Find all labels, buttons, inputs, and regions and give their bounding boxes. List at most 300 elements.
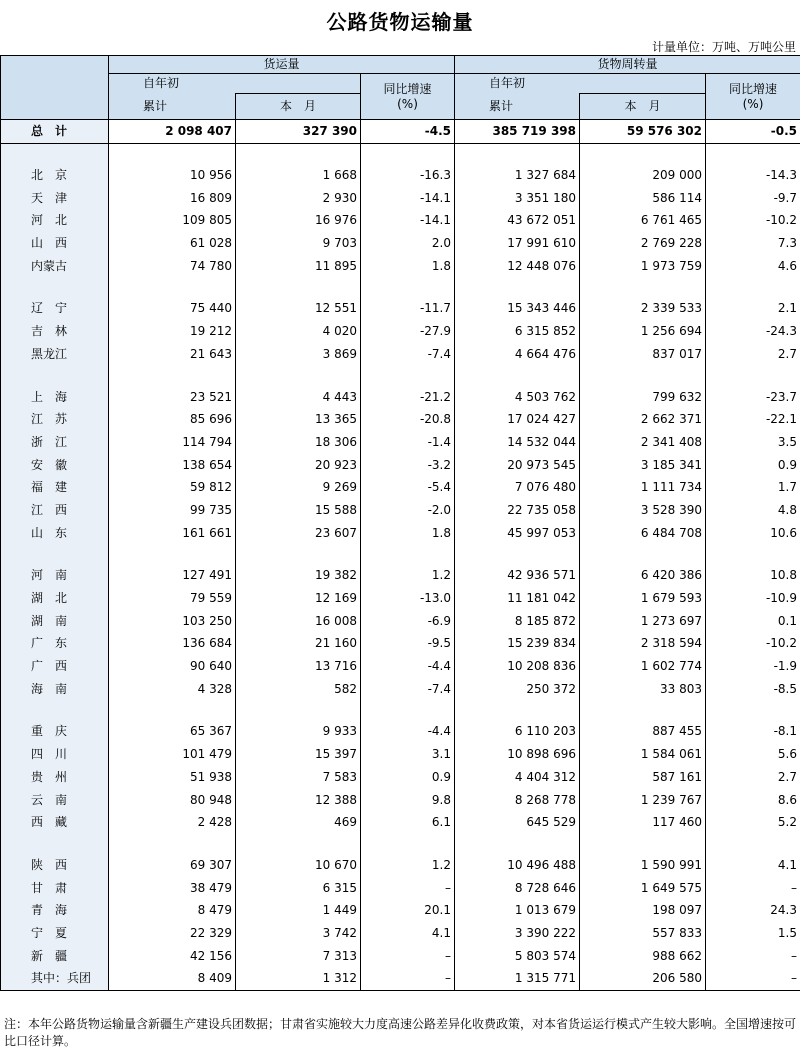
footnote: 注：本年公路货物运输量含新疆生产建设兵团数据；甘肃省实施较大力度高速公路差异化收费政策，对本省货运运行模式产生较大影响。全国增速按可比口径计算。 [4, 1017, 797, 1048]
cell-freight-yoy: 6.1 [361, 811, 455, 834]
region-name: 河 北 [1, 209, 109, 232]
header-turnover-yoy [706, 74, 800, 120]
cell-turnover-month: 1 973 759 [580, 254, 706, 277]
cell-freight-month: 3 742 [236, 922, 361, 945]
cell-turnover-yoy: 7.3 [706, 232, 800, 255]
cell-freight-month: 327 390 [236, 120, 361, 144]
spacer-cell [706, 143, 800, 164]
spacer-row [1, 365, 800, 385]
cell-freight-yoy: -11.7 [361, 297, 455, 320]
cell-turnover-cumulative: 10 208 836 [455, 655, 580, 678]
region-name: 安 徽 [1, 453, 109, 476]
cell-turnover-month: 6 761 465 [580, 209, 706, 232]
cell-freight-yoy: -14.1 [361, 209, 455, 232]
cell-freight-month: 582 [236, 677, 361, 700]
cell-freight-yoy: -20.8 [361, 408, 455, 431]
spacer-cell [706, 700, 800, 720]
table-row [1, 254, 800, 277]
cell-freight-month: 11 895 [236, 254, 361, 277]
cell-turnover-yoy: 1.7 [706, 476, 800, 499]
cell-freight-month: 9 703 [236, 232, 361, 255]
cell-freight-cumulative: 99 735 [109, 499, 236, 522]
cell-turnover-yoy: 10.8 [706, 564, 800, 587]
cell-turnover-month: 557 833 [580, 922, 706, 945]
cell-freight-yoy: -14.1 [361, 186, 455, 209]
cell-freight-month: 6 315 [236, 876, 361, 899]
cell-turnover-month: 2 339 533 [580, 297, 706, 320]
cell-turnover-yoy: 10.6 [706, 521, 800, 544]
cell-freight-yoy: -1.4 [361, 431, 455, 454]
region-name: 广 东 [1, 632, 109, 655]
cell-freight-month: 13 365 [236, 408, 361, 431]
cell-freight-yoy: 0.9 [361, 766, 455, 789]
table-row [1, 854, 800, 877]
cell-turnover-yoy: – [706, 876, 800, 899]
cell-freight-cumulative: 127 491 [109, 564, 236, 587]
cell-turnover-month: 2 769 228 [580, 232, 706, 255]
spacer-cell [109, 365, 236, 385]
cell-turnover-cumulative: 45 997 053 [455, 521, 580, 544]
region-name: 云 南 [1, 788, 109, 811]
spacer-cell [706, 834, 800, 854]
spacer-cell [1, 544, 109, 564]
spacer-cell [455, 277, 580, 297]
region-name: 天 津 [1, 186, 109, 209]
cell-turnover-month: 799 632 [580, 385, 706, 408]
cell-freight-cumulative: 74 780 [109, 254, 236, 277]
region-name: 江 西 [1, 499, 109, 522]
cell-turnover-cumulative: 8 728 646 [455, 876, 580, 899]
cell-freight-yoy: – [361, 876, 455, 899]
table-row [1, 632, 800, 655]
cell-freight-cumulative: 19 212 [109, 320, 236, 343]
region-name: 新 疆 [1, 944, 109, 967]
spacer-row [1, 277, 800, 297]
region-name: 辽 宁 [1, 297, 109, 320]
cell-turnover-yoy: 2.7 [706, 766, 800, 789]
spacer-row [1, 143, 800, 164]
cell-freight-cumulative: 79 559 [109, 587, 236, 610]
spacer-cell [236, 834, 361, 854]
header-freight: 货运量 [109, 56, 455, 74]
spacer-cell [236, 365, 361, 385]
cell-freight-cumulative: 8 409 [109, 967, 236, 990]
cell-turnover-yoy: 4.1 [706, 854, 800, 877]
header-freight-yoy [361, 74, 455, 120]
cell-turnover-month: 3 528 390 [580, 499, 706, 522]
region-name: 重 庆 [1, 720, 109, 743]
cell-turnover-month: 837 017 [580, 343, 706, 366]
cell-turnover-month: 206 580 [580, 967, 706, 990]
cell-freight-yoy: -16.3 [361, 164, 455, 187]
cell-freight-cumulative: 138 654 [109, 453, 236, 476]
table-row [1, 899, 800, 922]
cell-turnover-yoy: -8.5 [706, 677, 800, 700]
region-name: 西 藏 [1, 811, 109, 834]
table-row [1, 766, 800, 789]
cell-turnover-month: 1 239 767 [580, 788, 706, 811]
cell-turnover-cumulative: 22 735 058 [455, 499, 580, 522]
region-name: 湖 北 [1, 587, 109, 610]
unit-label: 计量单位：万吨、万吨公里 [651, 40, 796, 54]
region-name: 河 南 [1, 564, 109, 587]
table-row [1, 408, 800, 431]
region-name: 山 西 [1, 232, 109, 255]
cell-turnover-cumulative: 250 372 [455, 677, 580, 700]
cell-turnover-yoy: -10.9 [706, 587, 800, 610]
cell-turnover-month: 887 455 [580, 720, 706, 743]
cell-freight-month: 20 923 [236, 453, 361, 476]
table-row [1, 564, 800, 587]
cell-turnover-yoy: 2.7 [706, 343, 800, 366]
header-turnover: 货物周转量 [455, 56, 800, 74]
table-row [1, 209, 800, 232]
cell-freight-cumulative: 22 329 [109, 922, 236, 945]
cell-turnover-month: 2 318 594 [580, 632, 706, 655]
cell-freight-month: 18 306 [236, 431, 361, 454]
cell-turnover-month: 117 460 [580, 811, 706, 834]
header-freight-month: 本 月 [236, 94, 361, 120]
cell-freight-month: 23 607 [236, 521, 361, 544]
cell-turnover-cumulative: 4 503 762 [455, 385, 580, 408]
cell-turnover-cumulative: 3 351 180 [455, 186, 580, 209]
cell-freight-yoy: 20.1 [361, 899, 455, 922]
cell-turnover-month: 1 602 774 [580, 655, 706, 678]
cell-freight-cumulative: 2 428 [109, 811, 236, 834]
cell-turnover-yoy: -23.7 [706, 385, 800, 408]
cell-turnover-yoy: -10.2 [706, 632, 800, 655]
cell-turnover-cumulative: 4 404 312 [455, 766, 580, 789]
header-turnover-month: 本 月 [580, 94, 706, 120]
cell-freight-cumulative: 16 809 [109, 186, 236, 209]
cell-freight-cumulative: 8 479 [109, 899, 236, 922]
cell-turnover-cumulative: 15 343 446 [455, 297, 580, 320]
cell-freight-month: 10 670 [236, 854, 361, 877]
cell-freight-month: 9 269 [236, 476, 361, 499]
table-row [1, 922, 800, 945]
cell-turnover-cumulative: 7 076 480 [455, 476, 580, 499]
spacer-cell [580, 143, 706, 164]
cell-turnover-yoy: -10.2 [706, 209, 800, 232]
table-row [1, 232, 800, 255]
region-name: 陕 西 [1, 854, 109, 877]
table-row [1, 587, 800, 610]
cell-turnover-yoy: -0.5 [706, 120, 800, 144]
cell-freight-month: 4 443 [236, 385, 361, 408]
spacer-cell [361, 365, 455, 385]
region-name: 吉 林 [1, 320, 109, 343]
region-name: 海 南 [1, 677, 109, 700]
cell-freight-yoy: -5.4 [361, 476, 455, 499]
cell-freight-month: 15 588 [236, 499, 361, 522]
spacer-cell [109, 700, 236, 720]
cell-freight-cumulative: 85 696 [109, 408, 236, 431]
cell-freight-yoy: 1.8 [361, 254, 455, 277]
cell-freight-cumulative: 101 479 [109, 743, 236, 766]
cell-freight-cumulative: 136 684 [109, 632, 236, 655]
region-name: 总 计 [1, 120, 109, 144]
cell-freight-cumulative: 161 661 [109, 521, 236, 544]
spacer-cell [1, 700, 109, 720]
spacer-row [1, 700, 800, 720]
spacer-cell [580, 277, 706, 297]
cell-freight-month: 1 668 [236, 164, 361, 187]
table-row [1, 431, 800, 454]
cell-turnover-yoy: -8.1 [706, 720, 800, 743]
cell-freight-cumulative: 109 805 [109, 209, 236, 232]
table-header [1, 56, 800, 120]
freight-table [0, 55, 800, 991]
cell-freight-month: 1 449 [236, 899, 361, 922]
header-turnover-cumulative: 累计 [455, 94, 580, 120]
cell-freight-cumulative: 42 156 [109, 944, 236, 967]
region-name: 福 建 [1, 476, 109, 499]
cell-turnover-cumulative: 8 185 872 [455, 609, 580, 632]
spacer-cell [455, 834, 580, 854]
header-freight-ytd: 自年初 [109, 74, 361, 94]
spacer-cell [706, 365, 800, 385]
region-name: 广 西 [1, 655, 109, 678]
spacer-cell [455, 544, 580, 564]
table-row [1, 499, 800, 522]
cell-turnover-cumulative: 17 991 610 [455, 232, 580, 255]
table-row [1, 476, 800, 499]
cell-turnover-cumulative: 17 024 427 [455, 408, 580, 431]
cell-freight-cumulative: 65 367 [109, 720, 236, 743]
cell-freight-cumulative: 61 028 [109, 232, 236, 255]
cell-turnover-yoy: 5.6 [706, 743, 800, 766]
table-row [1, 521, 800, 544]
spacer-cell [455, 143, 580, 164]
spacer-cell [361, 834, 455, 854]
cell-turnover-cumulative: 6 110 203 [455, 720, 580, 743]
cell-freight-cumulative: 38 479 [109, 876, 236, 899]
cell-turnover-cumulative: 12 448 076 [455, 254, 580, 277]
cell-turnover-month: 1 649 575 [580, 876, 706, 899]
cell-freight-month: 15 397 [236, 743, 361, 766]
cell-freight-yoy: -6.9 [361, 609, 455, 632]
cell-freight-yoy: -4.4 [361, 720, 455, 743]
spacer-cell [455, 365, 580, 385]
cell-freight-cumulative: 4 328 [109, 677, 236, 700]
table-row [1, 343, 800, 366]
cell-turnover-yoy: -22.1 [706, 408, 800, 431]
region-name: 山 东 [1, 521, 109, 544]
table-row [1, 453, 800, 476]
table-row [1, 677, 800, 700]
cell-turnover-cumulative: 5 803 574 [455, 944, 580, 967]
spacer-row [1, 544, 800, 564]
cell-turnover-cumulative: 43 672 051 [455, 209, 580, 232]
cell-turnover-month: 6 420 386 [580, 564, 706, 587]
spacer-cell [109, 143, 236, 164]
cell-turnover-month: 209 000 [580, 164, 706, 187]
table-row [1, 164, 800, 187]
cell-turnover-month: 3 185 341 [580, 453, 706, 476]
spacer-cell [580, 834, 706, 854]
cell-turnover-yoy: 1.5 [706, 922, 800, 945]
region-name: 宁 夏 [1, 922, 109, 945]
cell-turnover-yoy: -14.3 [706, 164, 800, 187]
spacer-row [1, 834, 800, 854]
page-title: 公路货物运输量 [326, 10, 474, 34]
cell-turnover-yoy: 3.5 [706, 431, 800, 454]
cell-freight-yoy: -4.5 [361, 120, 455, 144]
cell-turnover-yoy: 0.1 [706, 609, 800, 632]
cell-turnover-cumulative: 1 327 684 [455, 164, 580, 187]
cell-freight-month: 2 930 [236, 186, 361, 209]
region-name: 上 海 [1, 385, 109, 408]
region-name: 甘 肃 [1, 876, 109, 899]
spacer-cell [706, 544, 800, 564]
region-name: 四 川 [1, 743, 109, 766]
cell-freight-month: 3 869 [236, 343, 361, 366]
table-row [1, 876, 800, 899]
cell-freight-yoy: 1.2 [361, 854, 455, 877]
header-turnover-ytd: 自年初 [455, 74, 706, 94]
table-row [1, 297, 800, 320]
cell-turnover-cumulative: 10 496 488 [455, 854, 580, 877]
cell-turnover-month: 1 679 593 [580, 587, 706, 610]
cell-freight-cumulative: 10 956 [109, 164, 236, 187]
cell-freight-month: 1 312 [236, 967, 361, 990]
header-corner [1, 56, 109, 120]
cell-turnover-cumulative: 15 239 834 [455, 632, 580, 655]
spacer-cell [109, 544, 236, 564]
cell-freight-cumulative: 59 812 [109, 476, 236, 499]
cell-turnover-month: 988 662 [580, 944, 706, 967]
cell-freight-yoy: 4.1 [361, 922, 455, 945]
spacer-cell [361, 544, 455, 564]
spacer-cell [361, 277, 455, 297]
cell-freight-cumulative: 51 938 [109, 766, 236, 789]
cell-turnover-yoy: -9.7 [706, 186, 800, 209]
cell-turnover-cumulative: 3 390 222 [455, 922, 580, 945]
cell-turnover-month: 1 584 061 [580, 743, 706, 766]
region-name: 其中：兵团 [1, 967, 109, 990]
spacer-cell [236, 277, 361, 297]
cell-freight-yoy: 2.0 [361, 232, 455, 255]
region-name: 贵 州 [1, 766, 109, 789]
cell-turnover-month: 587 161 [580, 766, 706, 789]
cell-freight-yoy: -2.0 [361, 499, 455, 522]
cell-freight-yoy: 1.8 [361, 521, 455, 544]
cell-freight-cumulative: 2 098 407 [109, 120, 236, 144]
cell-freight-month: 16 976 [236, 209, 361, 232]
header-turnover-yoy-unit: (%) [742, 96, 764, 111]
spacer-cell [580, 700, 706, 720]
cell-freight-month: 12 388 [236, 788, 361, 811]
cell-freight-yoy: -13.0 [361, 587, 455, 610]
cell-turnover-yoy: – [706, 967, 800, 990]
cell-freight-yoy: 1.2 [361, 564, 455, 587]
cell-turnover-cumulative: 10 898 696 [455, 743, 580, 766]
cell-freight-yoy: -21.2 [361, 385, 455, 408]
table-row [1, 186, 800, 209]
header-turnover-yoy-label: 同比增速 [728, 81, 777, 96]
cell-turnover-month: 59 576 302 [580, 120, 706, 144]
cell-turnover-month: 1 273 697 [580, 609, 706, 632]
cell-turnover-cumulative: 4 664 476 [455, 343, 580, 366]
cell-freight-month: 13 716 [236, 655, 361, 678]
cell-turnover-yoy: 8.6 [706, 788, 800, 811]
cell-freight-cumulative: 69 307 [109, 854, 236, 877]
cell-freight-month: 7 583 [236, 766, 361, 789]
cell-turnover-cumulative: 1 013 679 [455, 899, 580, 922]
cell-freight-yoy: – [361, 944, 455, 967]
region-name: 青 海 [1, 899, 109, 922]
cell-turnover-cumulative: 1 315 771 [455, 967, 580, 990]
table-row [1, 788, 800, 811]
cell-freight-cumulative: 23 521 [109, 385, 236, 408]
spacer-cell [236, 143, 361, 164]
cell-freight-yoy: 9.8 [361, 788, 455, 811]
region-name: 北 京 [1, 164, 109, 187]
cell-freight-yoy: -7.4 [361, 343, 455, 366]
cell-freight-month: 12 551 [236, 297, 361, 320]
spacer-cell [109, 277, 236, 297]
table-row [1, 811, 800, 834]
spacer-cell [1, 365, 109, 385]
spacer-cell [361, 700, 455, 720]
cell-turnover-yoy: -1.9 [706, 655, 800, 678]
table-row [1, 743, 800, 766]
cell-turnover-cumulative: 42 936 571 [455, 564, 580, 587]
cell-turnover-month: 198 097 [580, 899, 706, 922]
cell-turnover-cumulative: 11 181 042 [455, 587, 580, 610]
cell-freight-month: 12 169 [236, 587, 361, 610]
cell-turnover-yoy: 2.1 [706, 297, 800, 320]
cell-turnover-cumulative: 6 315 852 [455, 320, 580, 343]
cell-turnover-month: 1 590 991 [580, 854, 706, 877]
spacer-cell [580, 544, 706, 564]
cell-turnover-month: 33 803 [580, 677, 706, 700]
cell-freight-month: 19 382 [236, 564, 361, 587]
cell-freight-month: 4 020 [236, 320, 361, 343]
cell-turnover-yoy: – [706, 944, 800, 967]
cell-turnover-cumulative: 14 532 044 [455, 431, 580, 454]
header-freight-cumulative: 累计 [109, 94, 236, 120]
spacer-cell [236, 544, 361, 564]
cell-freight-month: 21 160 [236, 632, 361, 655]
cell-turnover-cumulative: 385 719 398 [455, 120, 580, 144]
cell-freight-cumulative: 90 640 [109, 655, 236, 678]
region-name: 浙 江 [1, 431, 109, 454]
cell-freight-month: 7 313 [236, 944, 361, 967]
table-row [1, 609, 800, 632]
region-name: 内蒙古 [1, 254, 109, 277]
spacer-cell [109, 834, 236, 854]
cell-turnover-month: 1 111 734 [580, 476, 706, 499]
cell-turnover-cumulative: 8 268 778 [455, 788, 580, 811]
cell-freight-cumulative: 75 440 [109, 297, 236, 320]
region-name: 江 苏 [1, 408, 109, 431]
cell-freight-month: 16 008 [236, 609, 361, 632]
cell-turnover-yoy: 4.8 [706, 499, 800, 522]
cell-freight-month: 9 933 [236, 720, 361, 743]
cell-turnover-month: 586 114 [580, 186, 706, 209]
cell-freight-month: 469 [236, 811, 361, 834]
cell-turnover-yoy: 5.2 [706, 811, 800, 834]
header-freight-yoy-unit: (%) [397, 96, 418, 111]
spacer-cell [1, 834, 109, 854]
cell-turnover-yoy: -24.3 [706, 320, 800, 343]
region-name: 黑龙江 [1, 343, 109, 366]
cell-freight-yoy: 3.1 [361, 743, 455, 766]
cell-turnover-yoy: 24.3 [706, 899, 800, 922]
spacer-cell [706, 277, 800, 297]
cell-turnover-cumulative: 20 973 545 [455, 453, 580, 476]
